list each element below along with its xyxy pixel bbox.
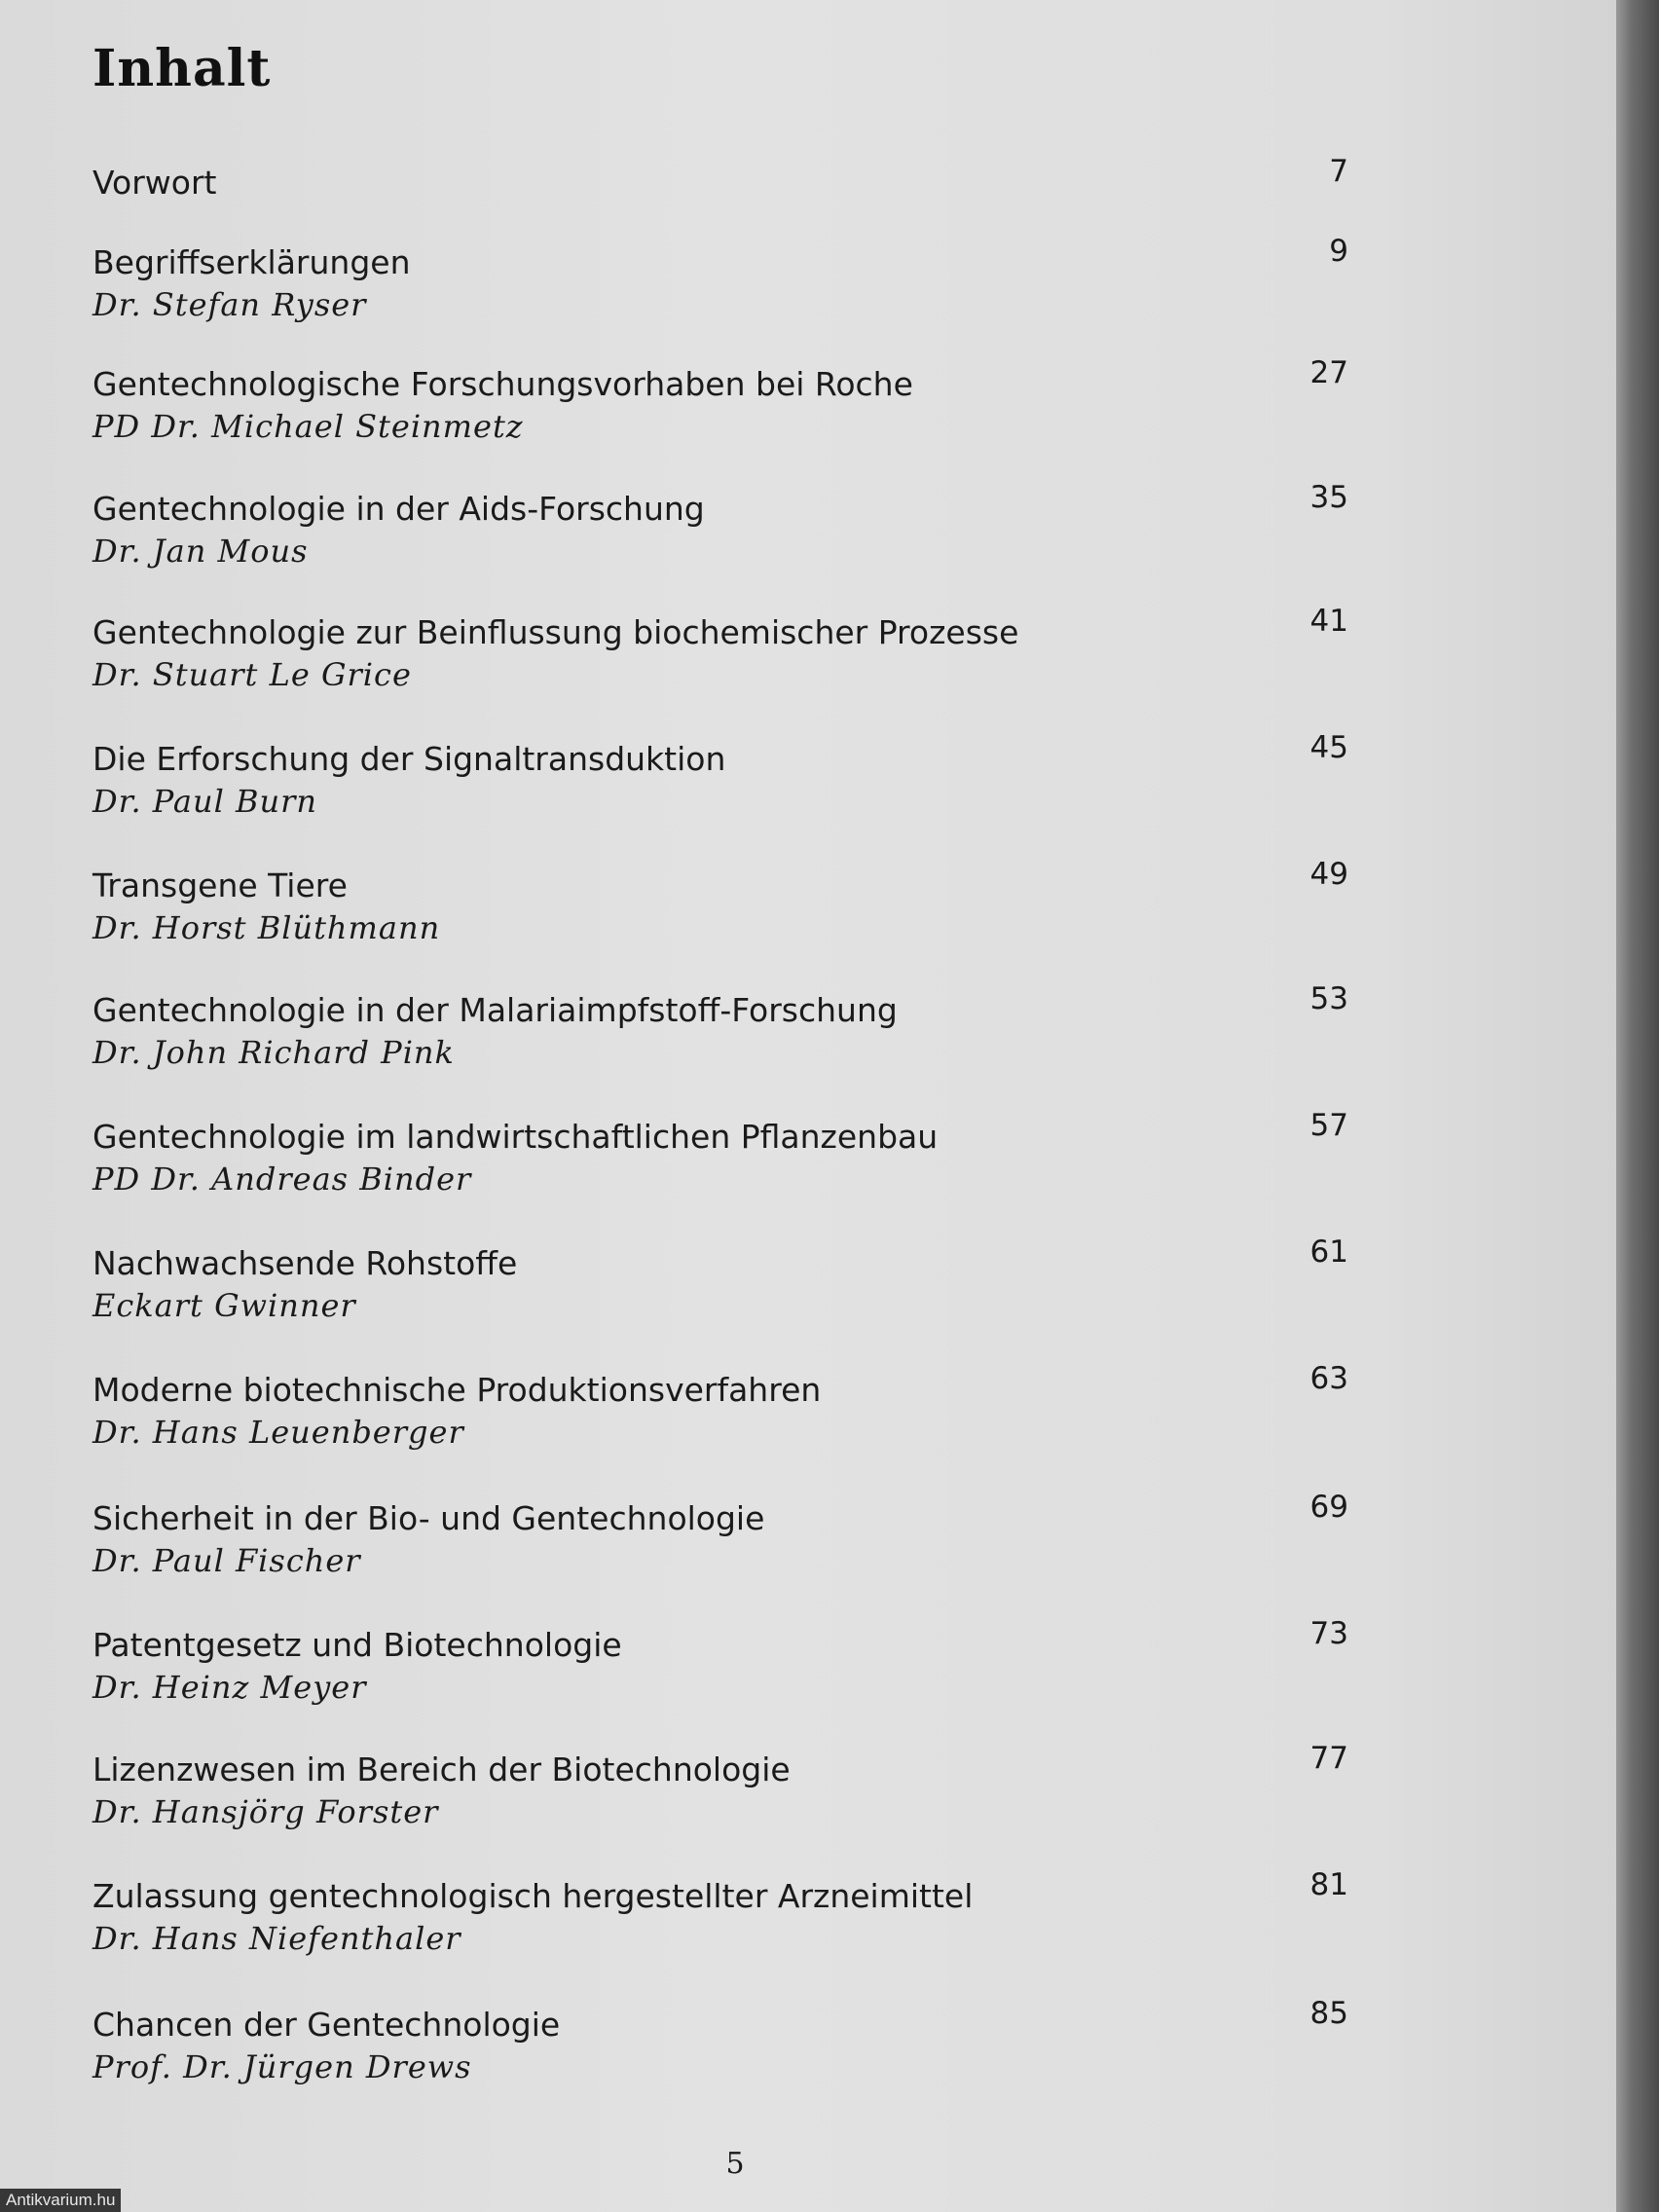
- toc-entry-page: 77: [1309, 1741, 1348, 1776]
- toc-entry-page: 45: [1309, 730, 1348, 765]
- toc-entry-author: Dr. Jan Mous: [92, 533, 309, 570]
- toc-entry: [92, 154, 1348, 251]
- toc-entry: [92, 1867, 1348, 1965]
- toc-entry-page: 7: [1329, 154, 1348, 189]
- toc-entry: [92, 730, 1348, 828]
- toc-entry-page: 27: [1309, 355, 1348, 390]
- toc-entry-page: 85: [1309, 1996, 1348, 2031]
- toc-entry-author: Dr. Hansjörg Forster: [92, 1793, 439, 1830]
- toc-entry: [92, 1996, 1348, 2093]
- toc-entry-author: Dr. Horst Blüthmann: [92, 909, 441, 946]
- toc-entry-title: Gentechnologie in der Malariaimpfstoff-Forschung: [92, 991, 898, 1029]
- toc-entry-page: 73: [1309, 1616, 1348, 1651]
- watermark: Antikvarium.hu: [0, 2189, 121, 2212]
- toc-entry-title: Zulassung gentechnologisch hergestellter Arzneimittel: [92, 1877, 974, 1915]
- toc-entry: [92, 1361, 1348, 1458]
- toc-entry-page: 9: [1329, 234, 1348, 269]
- toc-entry-title: Die Erforschung der Signaltransduktion: [92, 740, 726, 778]
- toc-entry: [92, 1616, 1348, 1714]
- toc-entry-title: Patentgesetz und Biotechnologie: [92, 1626, 622, 1664]
- toc-entry-page: 61: [1309, 1235, 1348, 1270]
- toc-entry-page: 35: [1309, 480, 1348, 515]
- toc-entry: [92, 857, 1348, 954]
- toc-entry-title: Gentechnologie im landwirtschaftlichen Pflanzenbau: [92, 1118, 939, 1156]
- toc-entry-title: Moderne biotechnische Produktionsverfahren: [92, 1371, 822, 1409]
- toc-entry-title: Chancen der Gentechnologie: [92, 2006, 561, 2044]
- toc-entry-author: Dr. Heinz Meyer: [92, 1669, 367, 1706]
- toc-entry: [92, 480, 1348, 577]
- toc-entry-page: 49: [1309, 857, 1348, 892]
- page-number: 5: [725, 2147, 745, 2181]
- toc-entry-author: Dr. Paul Burn: [92, 783, 317, 820]
- toc-entry-author: Dr. John Richard Pink: [92, 1034, 455, 1071]
- toc-entry-title: Nachwachsende Rohstoffe: [92, 1244, 518, 1282]
- toc-entry: [92, 1490, 1348, 1587]
- toc-entry: [92, 355, 1348, 453]
- toc-entry-author: Dr. Paul Fischer: [92, 1542, 361, 1579]
- toc-entry-page: 81: [1309, 1867, 1348, 1902]
- page-title: Inhalt: [92, 39, 272, 98]
- toc-entry-title: Gentechnologie in der Aids-Forschung: [92, 490, 705, 528]
- toc-entry-title: Sicherheit in der Bio- und Gentechnologie: [92, 1499, 765, 1537]
- toc-entry-title: Begriffserklärungen: [92, 243, 411, 281]
- toc-entry-author: Eckart Gwinner: [92, 1287, 356, 1324]
- toc-entry-page: 69: [1309, 1490, 1348, 1525]
- toc-entry-title: Vorwort: [92, 164, 217, 202]
- page-edge-shadow: [1616, 0, 1659, 2212]
- toc-entry: [92, 1235, 1348, 1332]
- toc-entry: [92, 1741, 1348, 1838]
- toc-entry-author: PD Dr. Michael Steinmetz: [92, 408, 524, 445]
- toc-entry-title: Lizenzwesen im Bereich der Biotechnologie: [92, 1751, 791, 1788]
- toc-entry-author: Dr. Hans Niefenthaler: [92, 1920, 461, 1957]
- toc-entry: [92, 234, 1348, 331]
- toc-entry-page: 57: [1309, 1108, 1348, 1143]
- toc-entry-page: 53: [1309, 981, 1348, 1016]
- toc-entry: [92, 981, 1348, 1079]
- toc-entry-title: Gentechnologie zur Beinflussung biochemischer Prozesse: [92, 613, 1019, 651]
- toc-entry-author: Prof. Dr. Jürgen Drews: [92, 2048, 472, 2085]
- toc-entry: [92, 1108, 1348, 1205]
- toc-entry: [92, 604, 1348, 701]
- toc-entry-page: 41: [1309, 604, 1348, 639]
- toc-entry-author: PD Dr. Andreas Binder: [92, 1161, 472, 1198]
- toc-entry-title: Transgene Tiere: [92, 866, 348, 904]
- toc-entry-title: Gentechnologische Forschungsvorhaben bei Roche: [92, 365, 913, 403]
- toc-entry-author: Dr. Stuart Le Grice: [92, 656, 412, 693]
- toc-entry-author: Dr. Hans Leuenberger: [92, 1414, 464, 1451]
- toc-entry-page: 63: [1309, 1361, 1348, 1396]
- toc-entry-author: Dr. Stefan Ryser: [92, 286, 367, 323]
